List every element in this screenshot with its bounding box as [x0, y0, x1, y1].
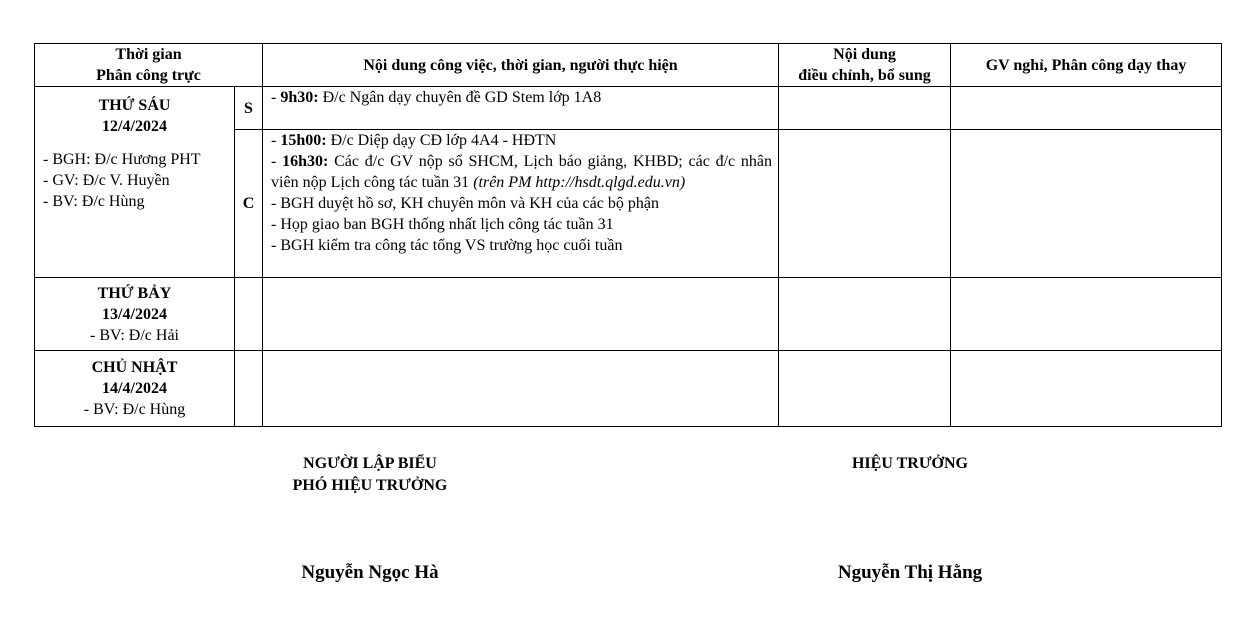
friday-duty-gv: - GV: Đ/c V. Huyền [43, 172, 170, 189]
header-adjust-line2: điều chỉnh, bổ sung [798, 67, 931, 84]
friday-day-cell [35, 87, 235, 278]
sunday-session [235, 351, 263, 427]
saturday-row [35, 278, 1222, 351]
friday-morning-row [35, 87, 1222, 130]
signature-preparer [230, 453, 510, 585]
list-item: - 16h30: Các đ/c GV nộp sổ SHCM, Lịch báo giảng, KHBD; các đ/c nhân viên nộp Lịch công tác tuần 31 (trên PM http://hsdt.qlgd.edu.vn) [271, 153, 773, 191]
sunday-row [35, 351, 1222, 427]
friday-morning-content [263, 87, 779, 130]
session-morning-label: S [235, 87, 263, 130]
principal-title: HIỆU TRƯỞNG [851, 455, 968, 472]
session-afternoon-label: C [235, 130, 263, 278]
preparer-name: Nguyễn Ngọc Hà [301, 562, 439, 583]
list-item: - 15h00: Đ/c Diệp dạy CĐ lớp 4A4 - HĐTN [271, 132, 557, 149]
header-adjust-line1: Nội dung [833, 46, 896, 63]
sunday-content [263, 351, 779, 427]
header-content: Nội dung công việc, thời gian, người thực hiện [263, 44, 779, 87]
preparer-title: NGƯỜI LẬP BIỂU [303, 455, 437, 472]
header-duty-label: Phân công trực [96, 67, 201, 84]
sunday-substitute [951, 351, 1222, 427]
list-item: - BGH kiểm tra công tác tổng VS trường học cuối tuần [271, 237, 623, 254]
friday-date: 12/4/2024 [102, 118, 167, 135]
list-item: - 9h30: Đ/c Ngân dạy chuyên đề GD Stem lớp 1A8 [271, 89, 602, 106]
header-substitute: GV nghỉ, Phân công dạy thay [951, 44, 1222, 87]
schedule-table [34, 43, 1222, 427]
list-item: - BGH duyệt hồ sơ, KH chuyên môn và KH của các bộ phận [271, 195, 659, 212]
saturday-date: 13/4/2024 [102, 305, 167, 323]
saturday-session [235, 278, 263, 351]
sunday-adjust [779, 351, 951, 427]
friday-morning-adjust [779, 87, 951, 130]
friday-morning-substitute [951, 87, 1222, 130]
friday-afternoon-substitute [951, 130, 1222, 278]
friday-duty-bgh: - BGH: Đ/c Hương PHT [43, 151, 201, 168]
list-item: - Họp giao ban BGH thống nhất lịch công tác tuần 31 [271, 216, 614, 233]
header-row [35, 44, 1222, 87]
friday-duty-bv: - BV: Đ/c Hùng [43, 193, 145, 210]
friday-name: THỨ SÁU [98, 97, 171, 114]
saturday-adjust [779, 278, 951, 351]
saturday-substitute [951, 278, 1222, 351]
sunday-day-cell [35, 351, 235, 427]
header-time-label: Thời gian [115, 46, 182, 63]
saturday-name: THỨ BẢY [97, 284, 172, 302]
preparer-position: PHÓ HIỆU TRƯỞNG [292, 477, 448, 494]
principal-name: Nguyễn Thị Hằng [837, 562, 983, 583]
sunday-duty: - BV: Đ/c Hùng [83, 401, 186, 418]
signature-principal [760, 453, 1060, 585]
sunday-date: 14/4/2024 [102, 380, 167, 397]
friday-afternoon-adjust [779, 130, 951, 278]
saturday-content [263, 278, 779, 351]
friday-afternoon-content [263, 130, 779, 278]
header-adjust [779, 44, 951, 87]
saturday-day-cell [35, 278, 235, 351]
header-time-duty [35, 44, 263, 87]
sunday-name: CHỦ NHẬT [91, 359, 178, 376]
saturday-duty: - BV: Đ/c Hải [89, 326, 179, 344]
